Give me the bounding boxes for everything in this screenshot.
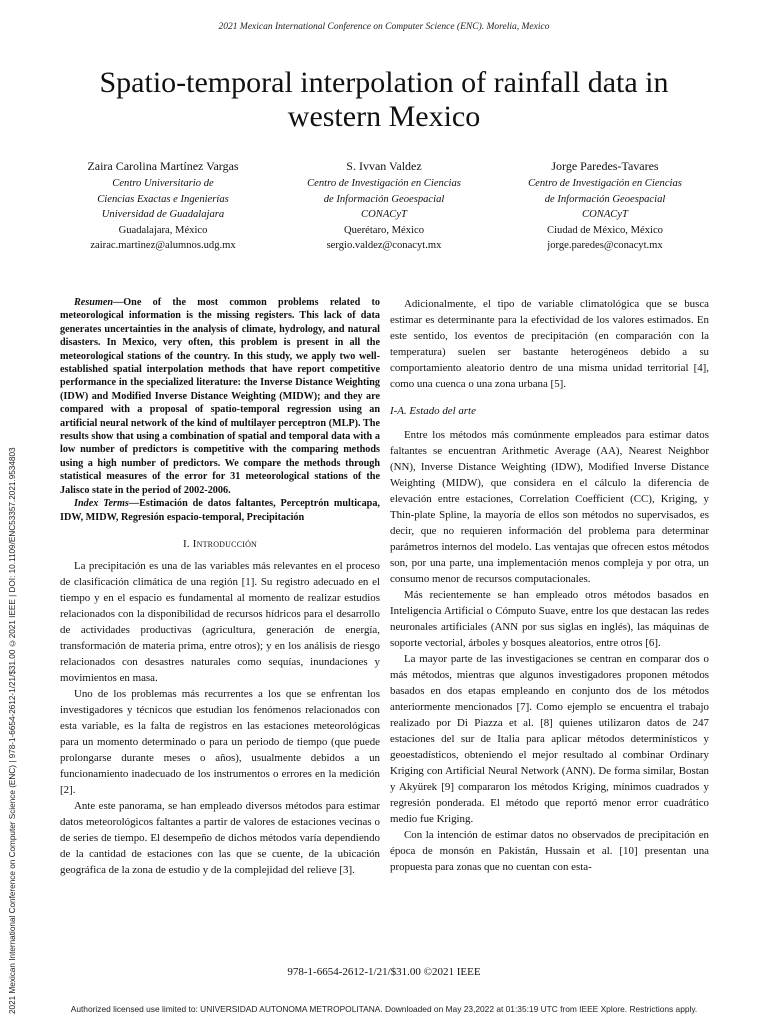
author-location: Ciudad de México, México <box>547 224 663 236</box>
author-affiliation-line: Ciencias Exactas e Ingenierías <box>97 193 229 205</box>
left-column <box>60 296 380 878</box>
index-terms-text: —Estimación de datos faltantes, Perceptrón multicapa, IDW, MIDW, Regresión espacio-temporal, Precipitación <box>60 498 380 523</box>
subsection-heading: I-A. Estado del arte <box>390 405 476 417</box>
author-affiliation-line: Universidad de Guadalajara <box>101 209 225 220</box>
section-heading: I. Introducción <box>182 537 258 550</box>
author-location: Querétaro, México <box>343 224 424 236</box>
doi-side-stamp: 2021 Mexican International Conference on Computer Science (ENC) | 978-1-6654-2612-1/21/$31.00 ©2021 IEEE | DOI: 10.1109/ENC53357.2021.9534803 <box>8 447 17 1014</box>
author-affiliation-line: Centro de Investigación en Ciencias <box>307 178 461 189</box>
abstract <box>60 296 380 497</box>
author-2 <box>274 158 494 254</box>
body-paragraph: Uno de los problemas más recurrentes a los que se enfrentan los investigadores y técnicos que estudian los fenómenos relacionados con esta variable, es la falta de registros en las estaciones meteorológicas para un momento determinado o para un periodo de tiempo (que puede prolongarse durante meses o años), usualmente debidos a un funcionamiento inadecuado de los instrumentos o errores en la medición [2]. <box>60 687 380 796</box>
author-affiliation-line: Centro de Investigación en Ciencias <box>528 178 682 189</box>
author-affiliation-line: CONACyT <box>582 209 628 220</box>
author-email: sergio.valdez@conacyt.mx <box>326 240 442 251</box>
body-paragraph: Entre los métodos más comúnmente empleados para estimar datos faltantes se encuentran Arithmetic Average (AA), Nearest Neighbor (NN), Inverse Distance Weighting (IDW), Modified Inverse Distance Weighting (MIDW), que considera en el cálculo la diferencia de elevación entre estaciones, Correlation Coefficient (CC), Kriging, y Thin-plate Spline, la mayoría de ellos son métodos no supervisados, es decir, que no requieren información del problema para determinar parámetros internos del modelo. Las ventajas que ofrecen estos métodos son, por una parte, una implementación menos compleja y por otra, un consumo menor de recursos computacionales. <box>390 429 709 585</box>
abstract-text: —One of the most common problems related to meteorological information is the missing registers. This lack of data generates uncertainties in the analysis of climate, hydrology, and natural disasters. In Mexico, very often, this problem is present in all the meteorological stations of the country. In this study, we apply two well-established spatial interpolation methods that have report competitive performance in the specialized literature: the Inverse Distance Weighting (IDW) and Modified Inverse Distance Weighting (MIDW); and they are compared with a proposal of spatio-temporal regression using an artificial neural network of the kind of multilayer perceptron (MLP). The results show that using a combination of spatial and temporal data with a low number of predictors is competitive with the comparing methods using a high number of predictors. We compare the methods through statistical measures of the error for 31 meteorological stations of the Jalisco state in the period of 2002-2006. <box>60 297 380 496</box>
body-paragraph: La mayor parte de las investigaciones se centran en comparar dos o más métodos, mientras que algunos investigadores proponen métodos basados en dos etapas empleando en conjunto dos de los métodos anteriormente mencionados [7]. Como ejemplo se encuentra el trabajo realizado por Di Piazza et al. [8] quienes utilizaron datos de 247 estaciones del sur de Italia para aplicar métodos determinísticos y geoestadísticos, obteniendo el mejor resultado al combinar Ordinary Kriging con Artificial Neural Network (ANN). De forma similar, Bostan y Akyürek [9] compararon los métodos Kriging, mínimos cuadrados y regresión ponderada. El método que reportó menor error cuadrático medio fue Kriging. <box>390 653 709 825</box>
index-terms <box>60 497 380 524</box>
author-name: Zaira Carolina Martínez Vargas <box>87 159 239 173</box>
index-terms-lead: Index Terms <box>74 498 129 510</box>
author-email: zairac.martinez@alumnos.udg.mx <box>90 240 236 251</box>
author-name: Jorge Paredes-Tavares <box>551 159 659 173</box>
body-paragraph: Ante este panorama, se han empleado diversos métodos para estimar datos meteorológicos faltantes a partir de valores de estaciones vecinas o de series de tiempo. El desempeño de dichos métodos varía dependiendo de la cantidad de estaciones con las que se cuente, de la ubicación geográfica de la zona de estudio y de la complejidad del relieve [3]. <box>60 799 380 876</box>
body-paragraph: Más recientemente se han empleado otros métodos basados en Inteligencia Artificial o Cómputo Suave, entre los que destacan las redes neuronales artificiales (ANN por sus siglas en inglés), las máquinas de soporte vectorial, árboles y bosques aleatorios, entre otros [6]. <box>390 589 709 649</box>
author-1 <box>53 158 273 254</box>
right-column <box>390 296 709 875</box>
author-affiliation-line: CONACyT <box>361 209 407 220</box>
body-paragraph: Adicionalmente, el tipo de variable climatológica que se busca estimar es determinante para la efectividad de los valores estimados. En este sentido, los eventos de precipitación (en comparación con la temperatura) suelen ser bastante heterogéneos debido a su comportamiento aleatorio dentro de una misma unidad territorial [4], como una cuenca o una zona urbana [5]. <box>390 298 709 390</box>
author-3 <box>495 158 715 254</box>
body-paragraph: Con la intención de estimar datos no observados de precipitación en época de monsón en Pakistán, Hussain et al. [10] presentan una propuesta para zonas que no cuentan con esta- <box>390 829 709 873</box>
conference-header: 2021 Mexican International Conference on Computer Science (ENC). Morelia, Mexico <box>218 22 550 32</box>
copyright-footer: 978-1-6654-2612-1/21/$31.00 ©2021 IEEE <box>287 966 481 978</box>
paper-title: Spatio-temporal interpolation of rainfall data in western Mexico <box>99 66 669 133</box>
author-affiliation-line: de Información Geoespacial <box>544 193 666 205</box>
author-affiliation-line: Centro Universitario de <box>112 178 214 189</box>
body-paragraph: La precipitación es una de las variables más relevantes en el proceso de clasificación climática de una región [1]. Su registro adecuado en el tiempo y en el espacio es fundamental al momento de realizar estudios relacionados con la disponibilidad de recursos hídricos para el desarrollo de actividades productivas (agricultura, generación de energía, transformación de materia prima, entre otros); y en los análisis de riesgo relacionados con desastres naturales como sequías, inundaciones y movimientos en masa. <box>60 559 380 684</box>
license-footer: Authorized licensed use limited to: UNIVERSIDAD AUTONOMA METROPOLITANA. Downloaded on May 23,2022 at 01:35:19 UTC from IEEE Xplore. Restrictions apply. <box>70 1004 698 1014</box>
author-affiliation-line: de Información Geoespacial <box>323 193 445 205</box>
author-location: Guadalajara, México <box>118 224 208 236</box>
author-name: S. Ivvan Valdez <box>346 159 422 173</box>
author-email: jorge.paredes@conacyt.mx <box>547 240 663 251</box>
abstract-lead: Resumen <box>74 297 114 308</box>
